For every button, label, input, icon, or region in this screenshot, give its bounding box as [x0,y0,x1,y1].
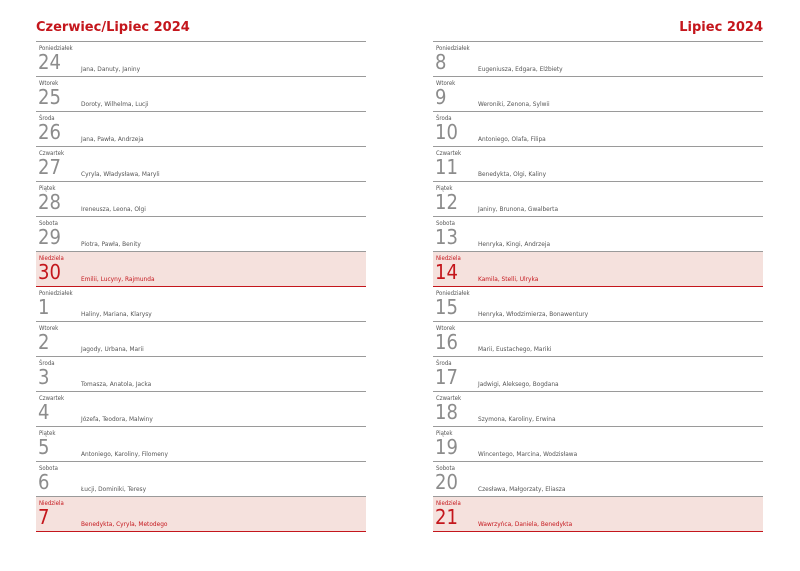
day-row [36,462,366,497]
left-page-title: Czerwiec/Lipiec 2024 [36,20,190,35]
day-row-sunday [36,497,366,532]
name-day-list: Doroty, Wilhelma, Lucji [81,100,149,108]
day-row [36,77,366,112]
day-row [433,77,763,112]
day-number: 3 [38,365,50,389]
name-day-list: Cyryla, Władysława, Maryli [81,170,160,178]
weekday-label: Czwartek [436,150,462,157]
name-day-list: Benedykta, Cyryla, Metodego [81,520,168,528]
weekday-label: Wtorek [436,325,456,332]
day-number: 17 [435,365,458,389]
weekday-label: Poniedziałek [39,290,73,297]
day-row [36,392,366,427]
day-row [433,462,763,497]
day-row [36,217,366,252]
day-number: 21 [435,505,458,529]
weekday-label: Poniedziałek [436,290,470,297]
weekday-label: Wtorek [436,80,456,87]
name-day-list: Piotra, Pawła, Benity [81,240,141,248]
day-row [433,147,763,182]
day-number: 26 [38,120,61,144]
day-number: 24 [38,50,61,74]
day-row [36,287,366,322]
name-day-list: Henryka, Kingi, Andrzeja [478,240,551,248]
day-row [433,182,763,217]
weekday-label: Sobota [39,220,58,227]
left-page [36,0,366,532]
day-row-sunday [433,252,763,287]
name-day-list: Jagody, Urbana, Marii [81,345,144,353]
right-day-list [433,42,763,532]
name-day-list: Jadwigi, Aleksego, Bogdana [478,380,559,388]
name-day-list: Józefa, Teodora, Malwiny [81,415,153,423]
day-row [36,147,366,182]
day-row [36,42,366,77]
name-day-list: Haliny, Mariana, Klarysy [81,310,152,318]
name-day-list: Marii, Eustachego, Mariki [478,345,552,353]
day-number: 8 [435,50,447,74]
day-number: 10 [435,120,458,144]
weekday-label: Czwartek [436,395,462,402]
name-day-list: Weroniki, Zenona, Sylwii [478,100,550,108]
day-number: 15 [435,295,458,319]
day-number: 16 [435,330,458,354]
name-day-list: Łucji, Dominiki, Teresy [81,485,147,493]
weekday-label: Niedziela [436,255,461,262]
weekday-label: Piątek [39,185,56,192]
name-day-list: Szymona, Karoliny, Erwina [478,415,556,423]
day-number: 20 [435,470,458,494]
day-number: 2 [38,330,50,354]
day-row [36,357,366,392]
day-number: 1 [38,295,50,319]
day-number: 25 [38,85,61,109]
name-day-list: Eugeniusza, Edgara, Elżbiety [478,65,563,73]
day-number: 28 [38,190,61,214]
weekday-label: Niedziela [39,500,64,507]
right-page [433,0,763,532]
day-number: 7 [38,505,50,529]
day-number: 4 [38,400,50,424]
weekday-label: Niedziela [39,255,64,262]
day-number: 30 [38,260,61,284]
weekday-label: Wtorek [39,80,59,87]
weekday-label: Niedziela [436,500,461,507]
day-row-sunday [433,497,763,532]
name-day-list: Jana, Danuty, Janiny [81,65,141,73]
name-day-list: Jana, Pawła, Andrzeja [81,135,144,143]
weekday-label: Piątek [436,430,453,437]
weekday-label: Poniedziałek [39,45,73,52]
day-row-sunday [36,252,366,287]
day-row [433,287,763,322]
weekday-label: Wtorek [39,325,59,332]
name-day-list: Ireneusza, Leona, Olgi [81,205,146,213]
weekday-label: Piątek [39,430,56,437]
weekday-label: Sobota [436,465,455,472]
day-number: 18 [435,400,458,424]
weekday-label: Sobota [39,465,58,472]
name-day-list: Janiny, Brunona, Gwalberta [478,205,559,213]
day-row [36,182,366,217]
weekday-label: Środa [436,360,452,367]
right-page-header [433,0,763,42]
day-row [433,112,763,147]
day-number: 6 [38,470,50,494]
day-number: 14 [435,260,458,284]
weekday-label: Sobota [436,220,455,227]
day-number: 12 [435,190,458,214]
right-page-title: Lipiec 2024 [679,20,763,35]
weekday-label: Środa [39,360,55,367]
day-number: 27 [38,155,61,179]
day-row [433,392,763,427]
name-day-list: Wawrzyńca, Daniela, Benedykta [478,520,573,528]
name-day-list: Antoniego, Karoliny, Filomeny [81,450,168,458]
day-row [433,217,763,252]
name-day-list: Benedykta, Olgi, Kaliny [478,170,547,178]
day-row [433,427,763,462]
name-day-list: Kamila, Stelli, Ulryka [478,275,539,283]
day-row [36,112,366,147]
weekday-label: Piątek [436,185,453,192]
day-row [433,322,763,357]
left-page-header [36,0,366,42]
day-row [36,427,366,462]
weekday-label: Czwartek [39,395,65,402]
name-day-list: Czesława, Małgorzaty, Eliasza [478,485,566,493]
name-day-list: Henryka, Włodzimierza, Bonawentury [478,310,589,318]
day-row [36,322,366,357]
name-day-list: Antoniego, Olafa, Filipa [478,135,546,143]
name-day-list: Wincentego, Marcina, Wodzisława [478,450,578,458]
weekday-label: Poniedziałek [436,45,470,52]
name-day-list: Emilii, Lucyny, Rajmunda [81,275,155,283]
day-number: 13 [435,225,458,249]
day-row [433,42,763,77]
name-day-list: Tomasza, Anatola, Jacka [81,380,152,388]
left-day-list [36,42,366,532]
day-number: 9 [435,85,447,109]
day-row [433,357,763,392]
day-number: 29 [38,225,61,249]
weekday-label: Środa [39,115,55,122]
weekday-label: Środa [436,115,452,122]
weekday-label: Czwartek [39,150,65,157]
day-number: 19 [435,435,458,459]
day-number: 11 [435,155,458,179]
day-number: 5 [38,435,50,459]
